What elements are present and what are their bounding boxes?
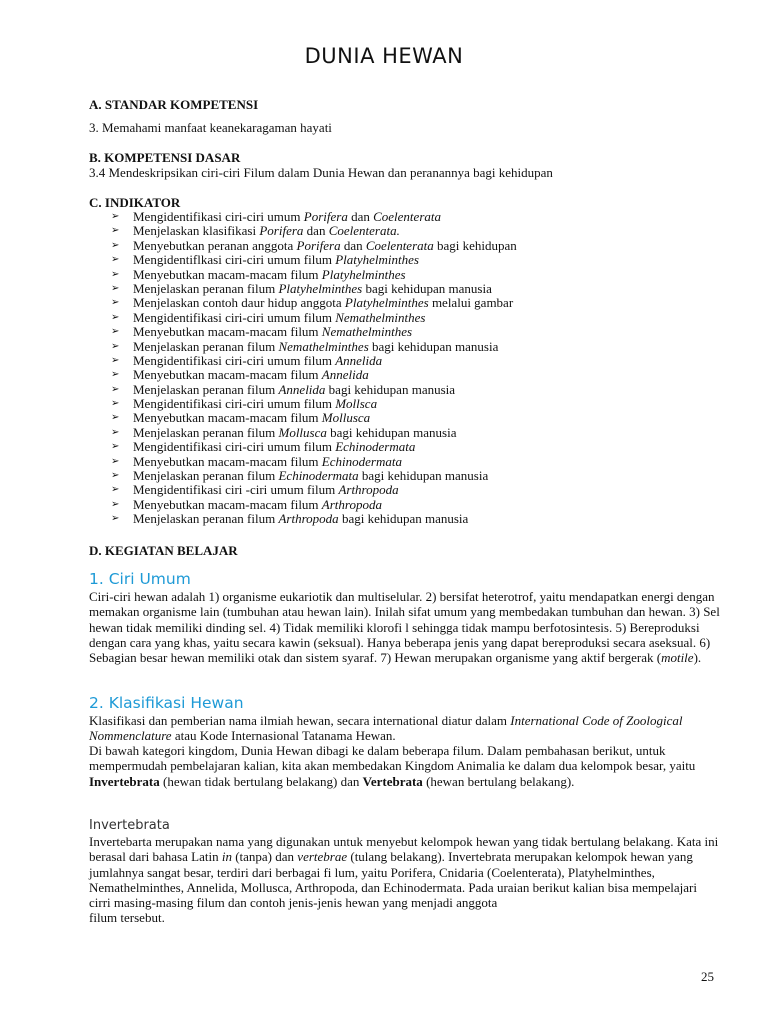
page-title: DUNIA HEWAN <box>304 44 464 68</box>
arrow-bullet-icon: ➢ <box>111 455 120 467</box>
arrow-bullet-icon: ➢ <box>111 354 120 366</box>
arrow-bullet-icon: ➢ <box>111 498 120 510</box>
list-item: ➢ Menyebutkan macam-macam filum Echinodermata <box>111 453 402 469</box>
invertebrata-heading: Invertebrata <box>89 818 170 833</box>
arrow-bullet-icon: ➢ <box>111 311 120 323</box>
invertebrata-paragraph: Invertebarta merupakan nama yang digunakan untuk menyebut kelompok hewan yang tidak bertulang belakang. Kata ini berasal dari bahasa Latin in (tanpa) dan vertebrae (tulang belakang). Invertebrata merupakan kelompok hewan yang jumlahnya sangat besar, terdiri dari berbagai fi lum, yaitu Porifera, Cnidaria (Coelenterata), Platyhelminthes, Nemathelminthes, Annelida, Mollusca, Arthropoda, dan Echinodermata. Pada uraian berikut kalian bisa mempelajari cirri masing-masing filum dan contoh jenis-jenis hewan yang menjadi anggota filum tersebut. <box>89 834 719 926</box>
arrow-bullet-icon: ➢ <box>111 398 120 410</box>
arrow-bullet-icon: ➢ <box>111 225 120 237</box>
standar-text: 3. Memahami manfaat keanekaragaman hayati <box>89 120 332 135</box>
ciri-umum-paragraph: Ciri-ciri hewan adalah 1) organisme eukariotik dan multiselular. 2) bersifat heterotrof, yaitu mendapatkan energi dengan memakan organisme lain (tumbuhan atau hewan lain). Inilah sifat umum yang membedakan tumbuhan dan hewan. 3) Sel hewan tidak memiliki dinding sel. 4) Tidak memiliki klorofi l sehingga tidak mampu berfotosintesis. 5) Bereproduksi dengan cara yang khas, yaitu secara kawin (seksual). Hanya beberapa jenis yang dapat bereproduksi secara aseksual. 6) Sebagian besar hewan memiliki otak dan sistem syaraf. 7) Hewan merupakan organisme yang aktif bergerak (motile). <box>89 589 720 666</box>
list-item: ➢ Menjelaskan contoh daur hidup anggota Platyhelminthes melalui gambar <box>111 295 514 311</box>
arrow-bullet-icon: ➢ <box>111 297 120 309</box>
list-item: ➢ Mengidentifikasi ciri-ciri umum filum Annelida <box>111 352 383 368</box>
arrow-bullet-icon: ➢ <box>111 484 120 496</box>
list-item: ➢ Mengidentifikasi ciri -ciri umum filum Arthropoda <box>111 482 399 498</box>
list-item: ➢ Menyebutkan macam-macam filum Nemathelminthes <box>111 324 413 340</box>
list-item: ➢ Menyebutkan macam-macam filum Platyhelminthes <box>111 266 406 282</box>
page-number: 25 <box>701 969 714 984</box>
kompetensi-heading: B. KOMPETENSI DASAR <box>89 150 241 165</box>
ciri-umum-heading: 1. Ciri Umum <box>89 570 191 588</box>
list-item: ➢ Mengidentiflkasi ciri-ciri umum filum Platyhelminthes <box>111 252 419 268</box>
list-item: ➢ Menjelaskan peranan filum Echinodermata bagi kehidupan manusia <box>111 468 489 484</box>
list-item: ➢ Menyebutkan macam-macam filum Arthropoda <box>111 496 382 512</box>
list-item: ➢ Menyebutkan macam-macam filum Mollusca <box>111 410 371 426</box>
arrow-bullet-icon: ➢ <box>111 426 120 438</box>
list-item: ➢ Menjelaskan peranan filum Platyhelminthes bagi kehidupan manusia <box>111 280 492 296</box>
list-item: ➢ Menjelaskan peranan filum Annelida bagi kehidupan manusia <box>111 381 456 397</box>
kompetensi-text: 3.4 Mendeskripsikan ciri-ciri Filum dalam Dunia Hewan dan peranannya bagi kehidupan <box>89 165 553 180</box>
indikator-list <box>111 210 517 527</box>
list-item: ➢ Menyebutkan macam-macam filum Annelida <box>111 367 369 383</box>
arrow-bullet-icon: ➢ <box>111 383 120 395</box>
indikator-heading: C. INDIKATOR <box>89 195 181 210</box>
standar-heading: A. STANDAR KOMPETENSI <box>89 97 259 112</box>
klasifikasi-paragraph-1: Klasifikasi dan pemberian nama ilmiah hewan, secara international diatur dalam International Code of Zoological Nommenclature atau Kode Internasional Tatanama Hewan. <box>89 713 683 744</box>
klasifikasi-paragraph-2: Di bawah kategori kingdom, Dunia Hewan dibagi ke dalam beberapa filum. Dalam pembahasan berikut, untuk mempermudah pembelajaran kalian, kita akan membedakan Kingdom Animalia ke dalam dua kelompok besar, yaitu Invertebrata (hewan tidak bertulang belakang) dan Vertebrata (hewan bertulang belakang). <box>89 743 696 789</box>
arrow-bullet-icon: ➢ <box>111 441 120 453</box>
klasifikasi-heading: 2. Klasifikasi Hewan <box>89 694 244 712</box>
arrow-bullet-icon: ➢ <box>111 282 120 294</box>
list-item: ➢ Mengidentifikasi ciri-ciri umum filum Nemathelminthes <box>111 309 426 325</box>
arrow-bullet-icon: ➢ <box>111 326 120 338</box>
kegiatan-heading: D. KEGIATAN BELAJAR <box>89 543 238 558</box>
arrow-bullet-icon: ➢ <box>111 513 120 525</box>
list-item: ➢ Menjelaskan klasifikasi Porifera dan Coelenterata. <box>111 223 400 239</box>
arrow-bullet-icon: ➢ <box>111 268 120 280</box>
arrow-bullet-icon: ➢ <box>111 369 120 381</box>
list-item: ➢ Mengidentifikasi ciri-ciri umum filum Echinodermata <box>111 439 416 455</box>
arrow-bullet-icon: ➢ <box>111 239 120 251</box>
list-item: ➢ Mengidentifikasi ciri-ciri umum Porifera dan Coelenterata <box>111 209 441 224</box>
list-item: ➢ Menjelaskan peranan filum Nemathelminthes bagi kehidupan manusia <box>111 338 499 354</box>
list-item: ➢ Mengidentifikasi ciri-ciri umum filum Mollsca <box>111 396 378 412</box>
arrow-bullet-icon: ➢ <box>111 340 120 352</box>
arrow-bullet-icon: ➢ <box>111 254 120 266</box>
arrow-bullet-icon: ➢ <box>111 211 120 222</box>
list-item: ➢ Menjelaskan peranan filum Mollusca bagi kehidupan manusia <box>111 424 457 440</box>
arrow-bullet-icon: ➢ <box>111 470 120 482</box>
list-item: ➢ Menjelaskan peranan filum Arthropoda bagi kehidupan manusia <box>111 511 469 527</box>
list-item: ➢ Menyebutkan peranan anggota Porifera dan Coelenterata bagi kehidupan <box>111 237 517 253</box>
arrow-bullet-icon: ➢ <box>111 412 120 424</box>
